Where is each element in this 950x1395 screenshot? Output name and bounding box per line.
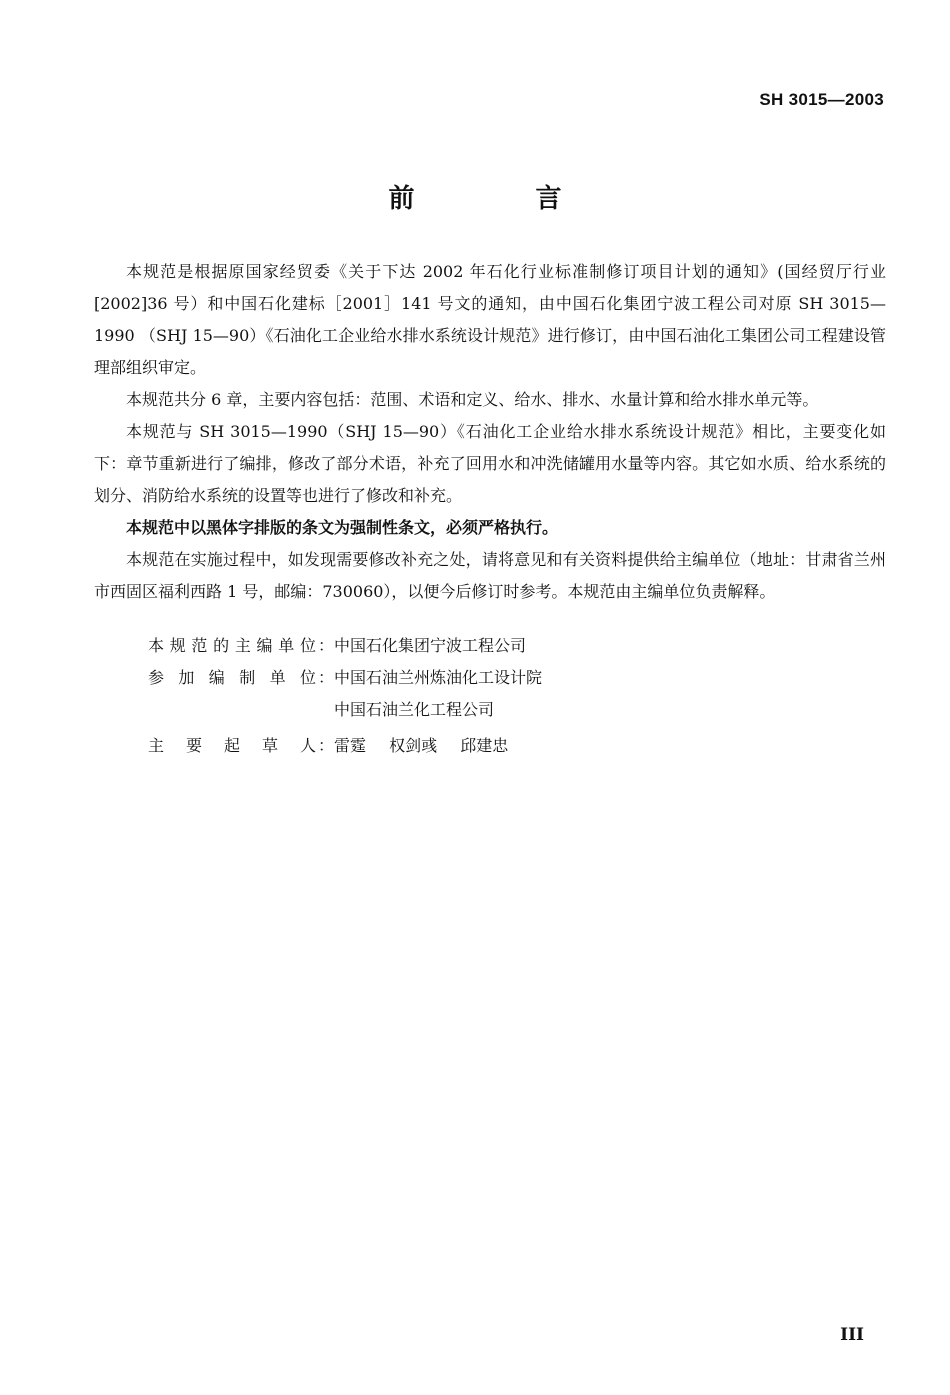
credits-block: [148, 630, 542, 762]
credit-chief-label: 本规范的主编单位: [148, 636, 316, 655]
credit-participating-row: [148, 662, 542, 726]
credit-chief-row: [148, 630, 542, 662]
paragraph-changes: 本规范与 SH 3015—1990（SHJ 15—90）《石油化工企业给水排水系统设计规范》相比，主要变化如下：章节重新进行了编排，修改了部分术语，补充了回用水和冲洗储罐用水量等内容。其它如水质、给水系统的划分、消防给水系统的设置等也进行了修改和补充。: [94, 422, 886, 505]
credit-colon: ：: [318, 736, 335, 755]
credit-participating-units: [334, 662, 542, 726]
paragraph-feedback: 本规范在实施过程中，如发现需要修改补充之处，请将意见和有关资料提供给主编单位（地址：甘肃省兰州市西固区福利西路 1 号，邮编：730060），以便今后修订时参考。本规范由主编单位负责解释。: [94, 550, 886, 601]
credit-drafters-label: 主要起草人: [148, 736, 316, 755]
credit-participating-label: 参加编制单位: [148, 668, 316, 687]
paragraph-basis: 本规范是根据原国家经贸委《关于下达 2002 年石化行业标准制修订项目计划的通知》(国经贸厅行业[2002]36 号）和中国石化建标［2001］141 号文的通知，由中国石化集团宁波工程公司对原 SH 3015—1990 （SHJ 15—90）《石油化工企业给水排水系统设计规范》进行修订，由中国石油化工集团公司工程建设管理部组织审定。: [94, 262, 886, 377]
drafter-name: 雷霆: [334, 736, 367, 755]
credit-participating-unit: 中国石油兰化工程公司: [334, 700, 495, 719]
credit-drafters-row: [148, 730, 542, 762]
drafter-name: 邱建忠: [460, 736, 509, 755]
paragraph-chapters: 本规范共分 6 章，主要内容包括：范围、术语和定义、给水、排水、水量计算和给水排水单元等。: [126, 390, 819, 409]
credit-chief-unit: 中国石化集团宁波工程公司: [334, 636, 527, 655]
page-number: III: [840, 1325, 864, 1345]
page-title: 前 言: [388, 184, 618, 214]
credit-participating-unit: 中国石油兰州炼油化工设计院: [334, 668, 543, 687]
credit-colon: ：: [318, 668, 335, 687]
credit-drafters: [334, 730, 526, 762]
credit-colon: ：: [318, 636, 335, 655]
foreword-body: [94, 256, 886, 608]
paragraph-mandatory: 本规范中以黑体字排版的条文为强制性条文，必须严格执行。: [126, 518, 559, 537]
drafter-name: 权剑彧: [389, 736, 438, 755]
standard-code: SH 3015—2003: [759, 90, 884, 109]
